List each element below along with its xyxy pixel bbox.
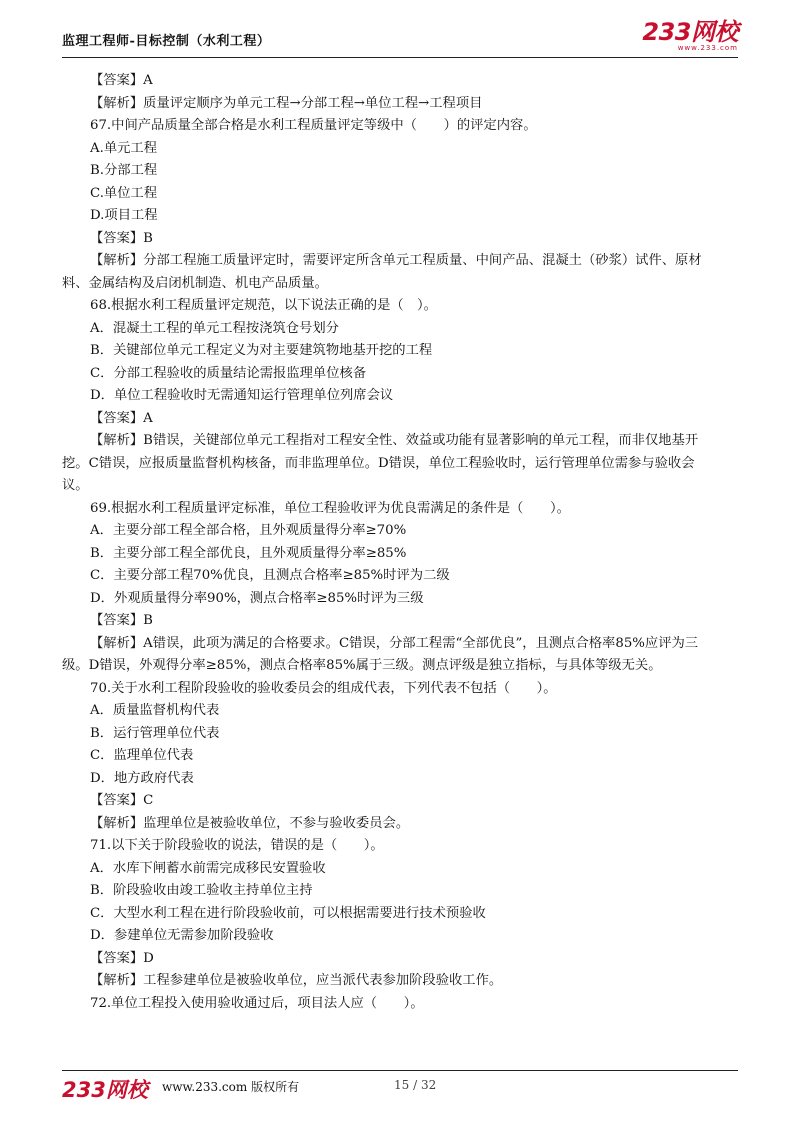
footer-copyright: www.233.com 版权所有 — [162, 1080, 300, 1094]
document-title: 监理工程师-目标控制（水利工程） — [62, 34, 271, 49]
page-footer — [62, 1072, 738, 1102]
text-line: 【解析】质量评定顺序为单元工程→分部工程→单位工程→工程项目 — [90, 95, 483, 111]
text-line: C.单位工程 — [90, 185, 158, 201]
footer-logo: 233网校 — [62, 1078, 148, 1102]
text-line: B．运行管理单位代表 — [90, 725, 220, 741]
text-line: C．监理单位代表 — [90, 748, 194, 763]
logo-text: 233网校 — [642, 18, 738, 46]
brand-logo — [642, 20, 738, 52]
text-line: C．大型水利工程在进行阶段验收前，可以根据需要进行技术预验收 — [90, 905, 486, 921]
text-line: A．主要分部工程全部合格，且外观质量得分率≥70% — [90, 523, 407, 538]
logo-url: www.233.com — [677, 44, 738, 52]
text-line: 71.以下关于阶段验收的说法，错误的是（ ）。 — [90, 838, 384, 853]
text-line: 【解析】工程参建单位是被验收单位，应当派代表参加阶段验收工作。 — [90, 973, 503, 988]
text-line: D．参建单位无需参加阶段验收 — [90, 928, 274, 943]
text-line: 【解析】监理单位是被验收单位，不参与验收委员会。 — [90, 815, 410, 831]
text-line: B．主要分部工程全部优良，且外观质量得分率≥85% — [90, 545, 407, 561]
text-line: 【答案】B — [90, 613, 153, 628]
text-line: 【解析】A错误，此项为满足的合格要求。C错误，分部工程需“全部优良”，且测点合格率85%应评为三级。D错误，外观得分率≥85%，测点合格率85%属于三级。测点评级是独立指标，与具体等级无关。 — [62, 635, 699, 673]
text-line: 【解析】分部工程施工质量评定时，需要评定所含单元工程质量、中间产品、混凝土（砂浆）试件、原材料、金属结构及启闭机制造、机电产品质量。 — [62, 253, 702, 291]
document-body — [62, 70, 710, 1015]
text-line: B．阶段验收由竣工验收主持单位主持 — [90, 883, 313, 898]
text-line: 【答案】C — [90, 793, 154, 808]
text-line: B.分部工程 — [90, 163, 158, 178]
text-line: 68.根据水利工程质量评定规范，以下说法正确的是（ ）。 — [90, 298, 437, 313]
text-line: C．分部工程验收的质量结论需报监理单位核备 — [90, 365, 367, 381]
text-line: D．外观质量得分率90%，测点合格率≥85%时评为三级 — [90, 590, 424, 606]
text-line: 【答案】A — [90, 410, 153, 426]
text-line: C．主要分部工程70%优良，且测点合格率≥85%时评为二级 — [90, 568, 450, 583]
text-line: 69.根据水利工程质量评定标准，单位工程验收评为优良需满足的条件是（ ）。 — [90, 500, 570, 516]
text-line: 【解析】B错误，关键部位单元工程指对工程安全性、效益或功能有显著影响的单元工程，而非仅地基开挖。C错误，应报质量监督机构核备，而非监理单位。D错误，单位工程验收时，运行管理单位需参与验收会议。 — [62, 433, 699, 493]
text-line: A.单元工程 — [90, 140, 158, 156]
text-line: 【答案】B — [90, 230, 153, 246]
header-divider — [62, 57, 738, 58]
page-number: 15 / 32 — [394, 1078, 437, 1092]
text-line: 【答案】D — [90, 950, 154, 966]
text-line: B．关键部位单元工程定义为对主要建筑物地基开挖的工程 — [90, 343, 433, 358]
text-line: 72.单位工程投入使用验收通过后，项目法人应（ ）。 — [90, 995, 424, 1011]
text-line: A．混凝土工程的单元工程按浇筑仓号划分 — [90, 320, 339, 336]
page-header — [62, 18, 738, 60]
text-line: D．地方政府代表 — [90, 770, 194, 786]
text-line: D.项目工程 — [90, 208, 158, 223]
text-line: 【答案】A — [90, 73, 153, 88]
text-line: A．质量监督机构代表 — [90, 703, 220, 718]
footer-divider — [62, 1070, 738, 1071]
text-line: D．单位工程验收时无需通知运行管理单位列席会议 — [90, 388, 394, 403]
text-line: A．水库下闸蓄水前需完成移民安置验收 — [90, 860, 326, 876]
text-line: 67.中间产品质量全部合格是水利工程质量评定等级中（ ）的评定内容。 — [90, 118, 537, 133]
text-line: 70.关于水利工程阶段验收的验收委员会的组成代表，下列代表不包括（ ）。 — [90, 680, 557, 696]
